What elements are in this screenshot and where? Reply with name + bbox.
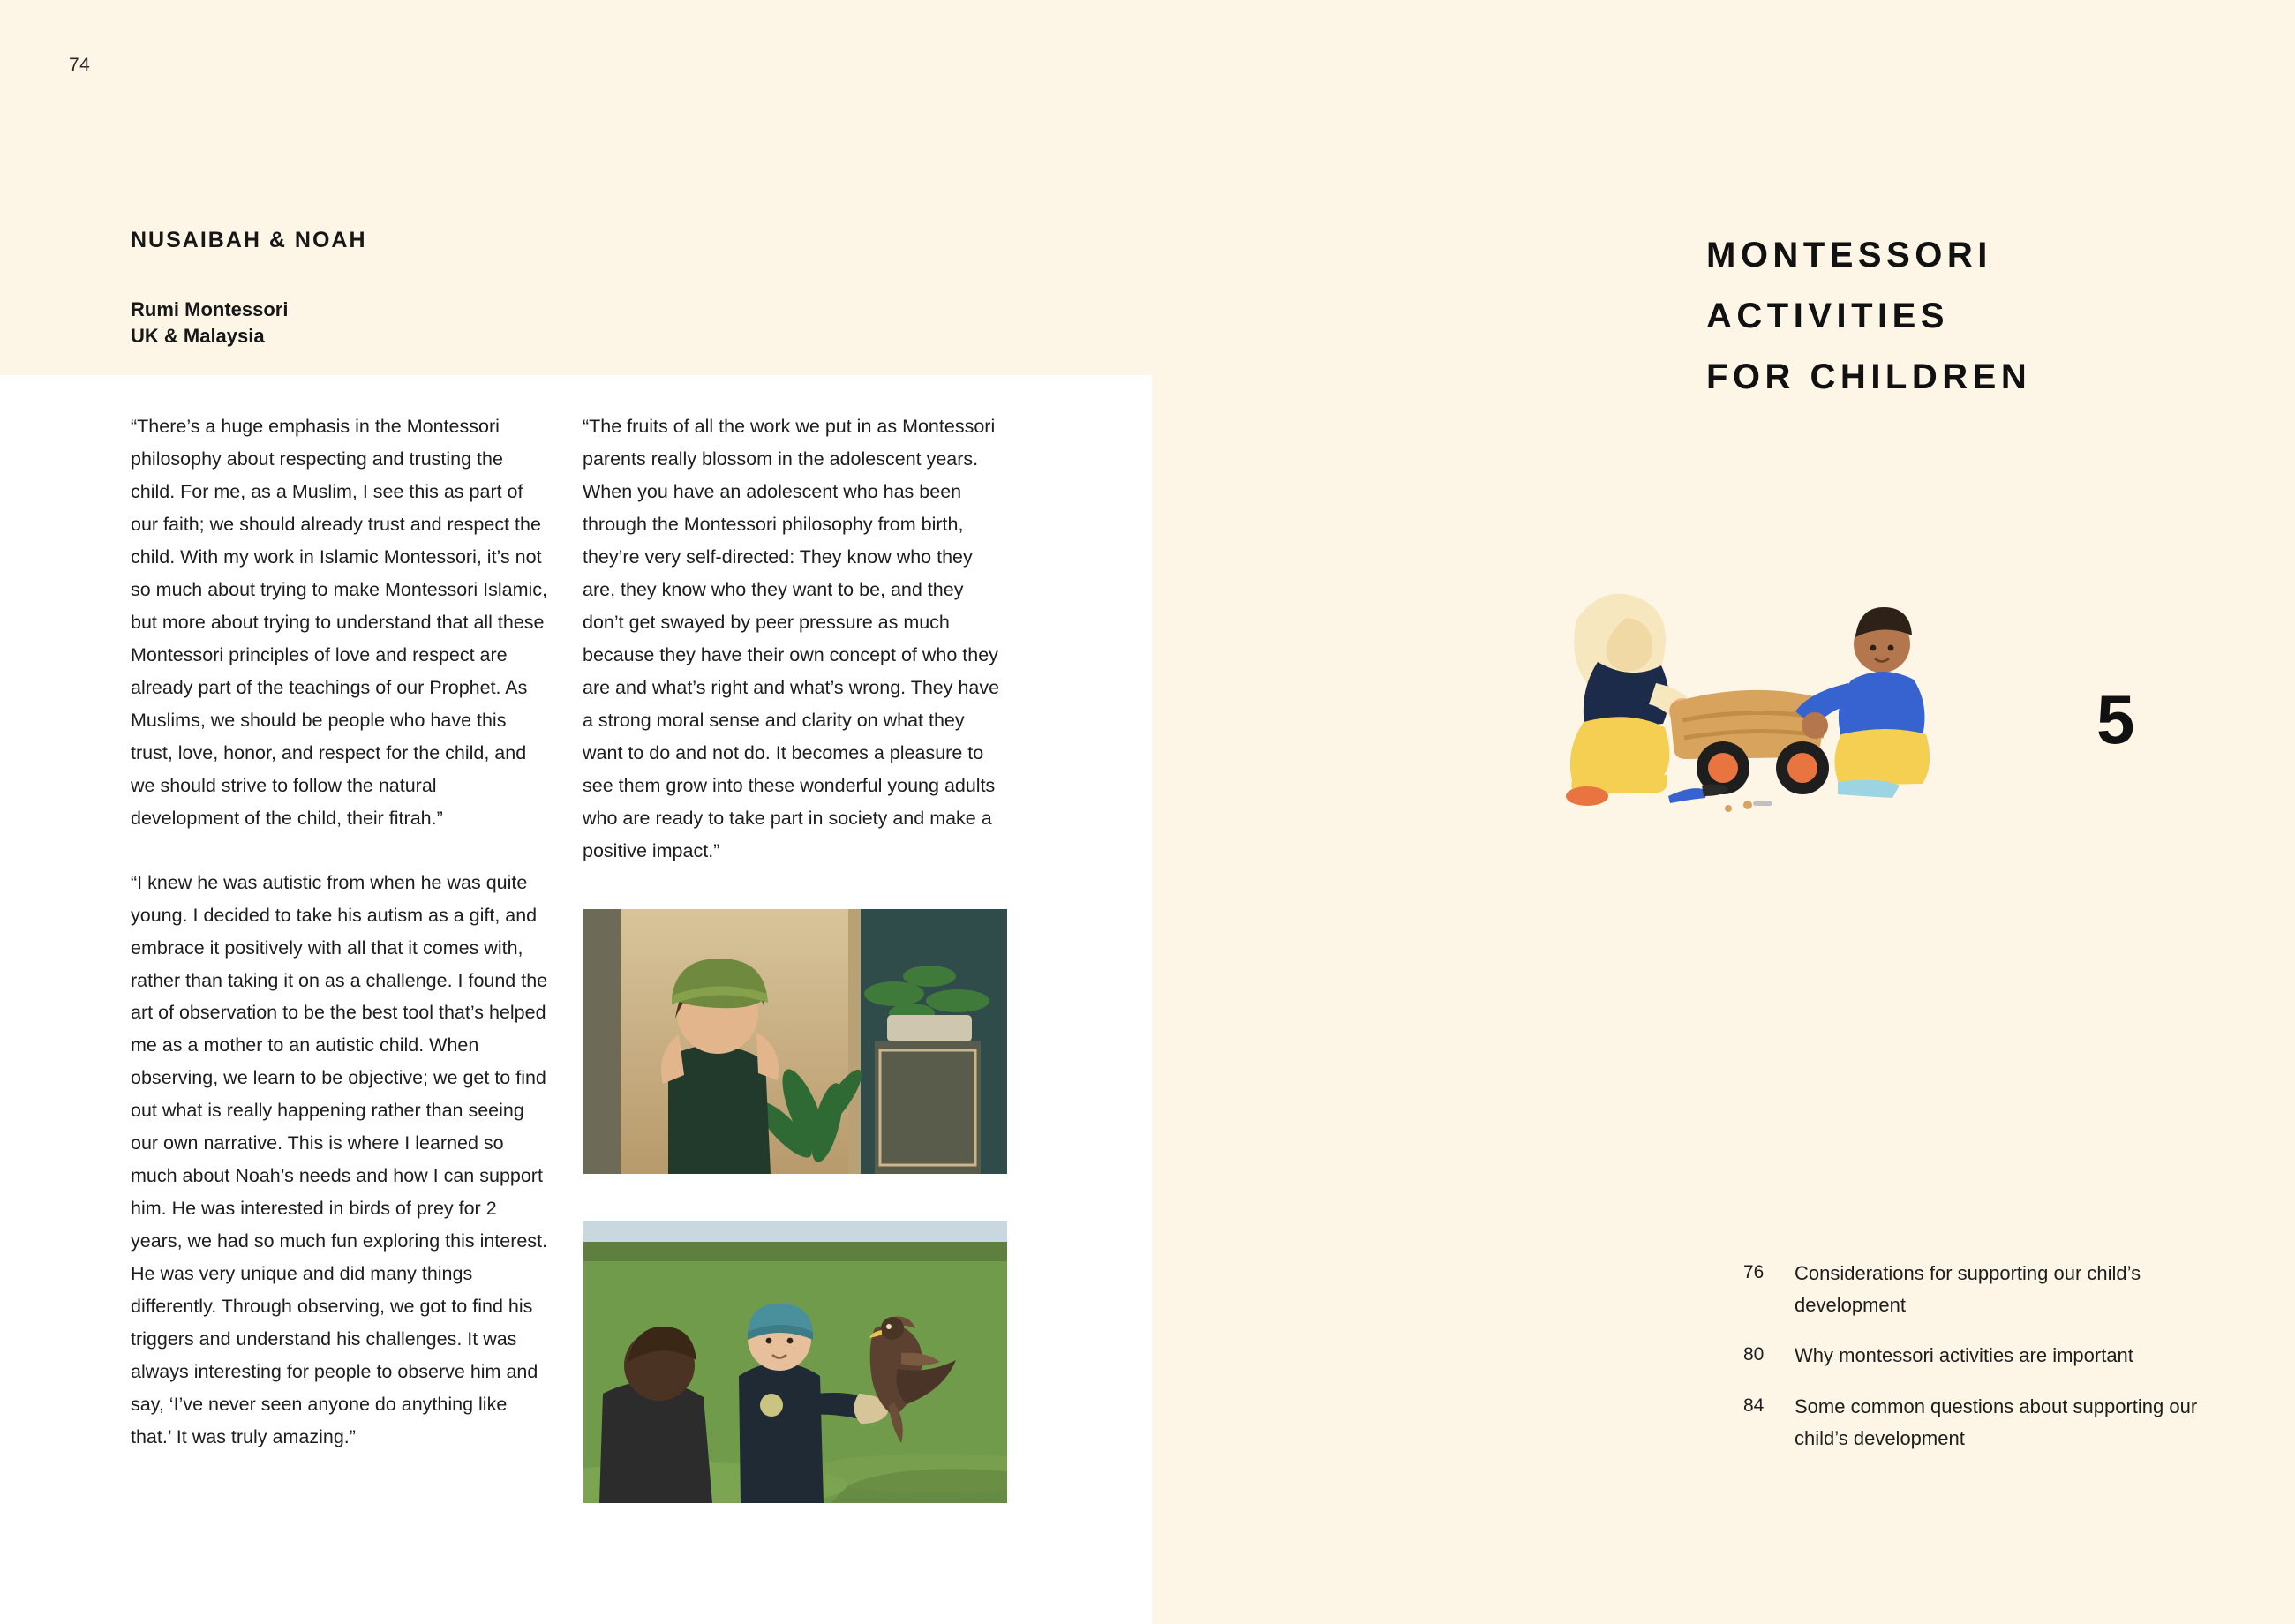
toc-page-number: 80: [1743, 1344, 1765, 1365]
body-column-right: [583, 410, 1002, 899]
photo-child-with-hawk: [583, 1221, 1007, 1503]
body-column-left: [131, 410, 550, 1485]
toc-entry[interactable]: [1743, 1391, 2202, 1454]
toc-entry[interactable]: [1743, 1340, 2202, 1372]
toc-entry-text: Why montessori activities are important: [1795, 1344, 2133, 1367]
quote-paragraph-1: “There’s a huge emphasis in the Montessori philosophy about respecting and trusting the child. For me, as a Muslim, I see this as part of our faith; we should already trust and respect the child. With my work in Islamic Montessori, it’s not so much about trying to make Montessori Islamic, but more about trying to understand that all these Montessori principles of love and respect are already part of the teachings of our Prophet. As Muslims, we should be people who have this trust, love, honor, and respect for the child, and we should strive to follow the natural development of the child, their fitrah.”: [131, 416, 547, 829]
photo-child-indoors-image: [583, 909, 1007, 1174]
illustration-image: [1492, 521, 1951, 812]
page-number: 74: [69, 55, 91, 75]
quote-paragraph-3: “The fruits of all the work we put in as Montessori parents really blossom in the adolescent years. When you have an adolescent who has been through the Montessori philosophy from birth, they’re very self-directed: They know who they are, they know who they want to be, and they don’t get swayed by peer pressure as much because they have their own concept of who they are and what’s right and what’s wrong. They have a strong moral sense and clarity on what they want to do and not do. It becomes a pleasure to see them grow into these wonderful young adults who are ready to take part in society and make a positive impact.”: [583, 416, 1000, 861]
toc-page-number: 76: [1743, 1262, 1765, 1282]
chapter-title-line-3: FOR CHILDREN: [1706, 357, 2032, 396]
quote-paragraph-2: “I knew he was autistic from when he was quite young. I decided to take his autism as a gift, and embrace it positively with all that it comes with, rather than taking it on as a challenge. I found the art of observation to be the best tool that’s helped me as a mother to an autistic child. When observing, we learn to be objective; we get to find out what is really happening rather than seeing our own narrative. This is where I learned so much about Noah’s needs and how I can support him. He was interested in birds of prey for 2 years, we had so much fun exploring this interest. He was very unique and did many things differently. Through observing, we got to find his triggers and understand his challenges. It was always interesting for people to observe him and say, ‘I’ve never seen anyone do anything like that.’ It was truly amazing.”: [131, 871, 548, 1448]
photo-child-with-hawk-image: [583, 1221, 1007, 1503]
chapter-title: [1706, 225, 2254, 407]
chapter-contents-list: [1743, 1258, 2202, 1473]
profile-organization: Rumi Montessori: [131, 298, 289, 320]
chapter-title-line-2: ACTIVITIES: [1706, 296, 1950, 335]
photo-child-indoors: [583, 909, 1007, 1174]
chapter-title-line-1: MONTESSORI: [1706, 236, 1992, 274]
toc-page-number: 84: [1743, 1395, 1765, 1416]
toc-entry-text: Considerations for supporting our child’s development: [1795, 1262, 2141, 1316]
profile-meta: [131, 297, 288, 350]
toc-entry-text: Some common questions about supporting our child’s development: [1795, 1395, 2198, 1449]
chapter-number: 5: [2096, 680, 2135, 758]
toc-entry[interactable]: [1743, 1258, 2202, 1320]
profile-name: NUSAIBAH & NOAH: [131, 228, 367, 252]
two-children-building-wooden-cart-illustration: [1492, 521, 1951, 812]
profile-location: UK & Malaysia: [131, 324, 265, 347]
